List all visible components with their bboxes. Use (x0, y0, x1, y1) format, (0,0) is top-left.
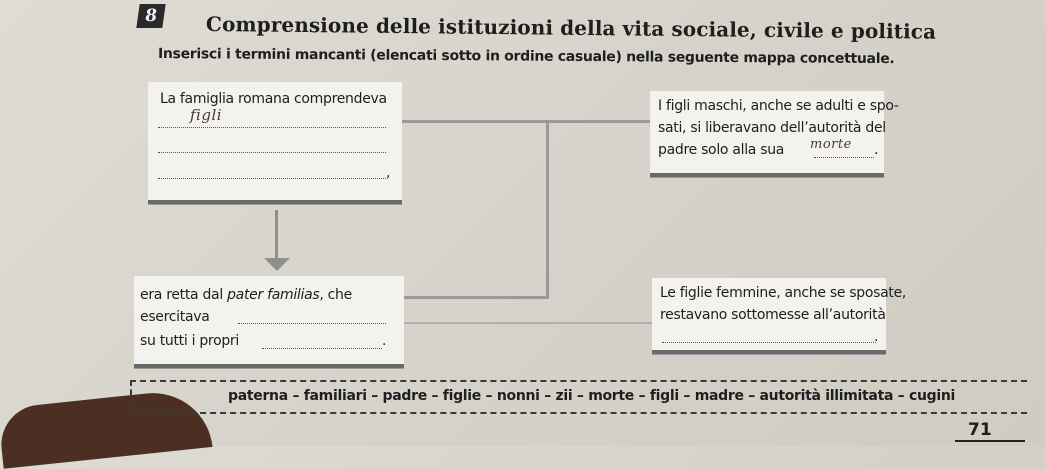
answer-field-1[interactable] (158, 127, 386, 128)
sons-line-3: padre solo alla sua (658, 142, 785, 158)
page-number: 71 (968, 420, 992, 440)
concept-box-sons (650, 91, 899, 177)
handwritten-answer-1: figli (190, 106, 223, 124)
arrow-shaft (275, 210, 278, 260)
handwritten-answer-2: morte (810, 137, 852, 152)
connector-vertical (546, 120, 549, 298)
connector-bottom-middle (404, 322, 652, 324)
answer-field-2[interactable] (158, 152, 386, 153)
pater-line-3-end: . (382, 333, 387, 349)
sons-line-1: I figli maschi, anche se adulti e spo- (658, 98, 899, 114)
answer-field-7[interactable] (662, 342, 876, 343)
answer-field-3[interactable] (158, 178, 386, 179)
exercise-instruction: Inserisci i termini mancanti (elencati sotto in ordine casuale) nella seguente mappa concettuale. (157, 46, 895, 68)
connector-bottom-left (404, 296, 549, 299)
daughters-line-end: . (874, 329, 879, 345)
exercise-title: Comprensione delle istituzioni della vita sociale, civile e politica (205, 12, 937, 44)
concept-box-pater-familias (134, 276, 404, 368)
pater-line-3: su tutti i propri (140, 333, 239, 349)
exercise-number: 8 (143, 6, 159, 26)
connector-top-right (546, 120, 651, 123)
pater-line-1c: , che (319, 287, 352, 303)
concept-box-family (148, 82, 402, 204)
sons-line-end: . (874, 142, 879, 158)
sons-line-2: sati, si liberavano dell’autorità del (658, 120, 886, 136)
pater-familias-term: pater familias (227, 287, 320, 303)
family-line-1: La famiglia romana comprendeva (160, 91, 387, 107)
arrow-down-icon (264, 258, 290, 271)
pater-line-1a: era retta dal (140, 287, 223, 303)
pater-line-2: esercitava (140, 309, 210, 325)
connector-top-horizontal (395, 120, 547, 123)
page-number-rule (955, 440, 1025, 442)
daughters-line-1: Le figlie femmine, anche se sposate, (660, 285, 907, 301)
daughters-line-2: restavano sottomesse all’autorità (660, 307, 886, 323)
exercise-number-badge (136, 4, 165, 28)
concept-box-daughters (652, 278, 907, 354)
answer-field-4[interactable] (814, 157, 874, 158)
answer-field-6[interactable] (262, 348, 382, 349)
pater-line-1 (140, 284, 352, 307)
word-bank: paterna – familiari – padre – figlie – nonni – zii – morte – figli – madre – autorità illimitata – cugini (228, 388, 956, 404)
family-line-end: , (386, 165, 391, 181)
answer-field-5[interactable] (238, 323, 386, 324)
